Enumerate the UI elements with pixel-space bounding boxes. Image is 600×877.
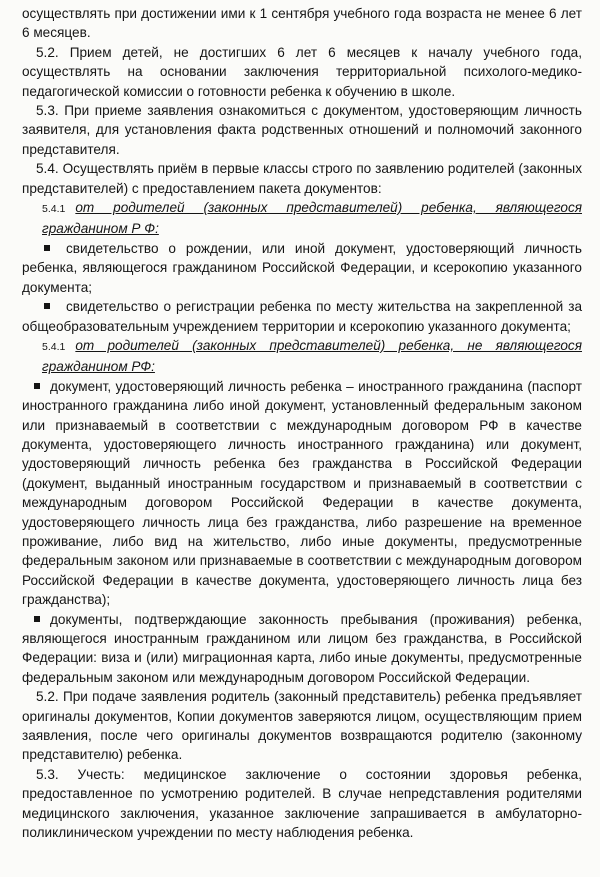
subsection-title: от родителей (законных представителей) ребенка, не являющегося гражданином РФ: — [42, 337, 582, 375]
paragraph-5-3-medical: 5.3. Учесть: медицинское заключение о состоянии здоровья ребенка, предоставленное по усмотрению родителей. В случае непредставления родителями медицинского заключения, указанное заключение запрашивается в амбулаторно-поликлиническом учреждении по месту наблюдения ребенка. — [22, 766, 582, 841]
list-item-text: документ, удостоверяющий личность ребенка – иностранного гражданина (паспорт иностранного гражданина либо иной документ, установленный федеральным законом или признаваемый в соответствии с международным договором РФ в качестве документа, удостоверяющего личность иностранного гражданина) или документ, удостоверяющий личность ребенка без гражданства в Российской Федерации (документ, выданный иностранным государством и признаваемый в соответствии с международным договором Российской Федерации в качестве документа, удостоверяющего личность лица без гражданства, либо разрешение на временное проживание, либо вид на жительство, либо иные документы, предусмотренные федеральным законом или признаваемые в соответствии с международным договором Российской Федерации в качестве документа, удостоверяющего личность лица без гражданства); — [22, 378, 582, 608]
paragraph-age-condition: осуществлять при достижении ими к 1 сентября учебного года возраста не менее 6 лет 6 месяцев. — [22, 6, 582, 41]
paragraph-5-3-identity-check: 5.3. При приеме заявления ознакомиться с документом, удостоверяющим личность заявителя, для установления факта родственных отношений и полномочий законного представителя. — [22, 103, 582, 157]
square-bullet-icon — [34, 616, 40, 622]
square-bullet-icon — [44, 303, 50, 309]
list-item-text: документы, подтверждающие законность пребывания (проживания) ребенка, являющегося иностранным гражданином или лицом без гражданства, в Российской Федерации: виза и (или) миграционная карта, либо иные документы, предусмотренные федеральным законом или международным договором Российской Федерации. — [22, 611, 582, 685]
list-item-text: свидетельство о регистрации ребенка по месту жительства на закрепленной за общеобразовательным учреждением территории и ксерокопию указанного документа; — [22, 299, 582, 334]
list-item — [22, 297, 582, 336]
subsection-citizens — [22, 198, 582, 239]
square-bullet-icon — [34, 383, 40, 389]
paragraph-5-2-originals: 5.2. При подаче заявления родитель (законный представитель) ребенка предъявляет оригиналы документов, Копии документов заверяются лицом, осуществляющим прием заявления, после чего оригиналы документов возвращаются родителю (законному представителю) ребенка. — [22, 689, 582, 763]
subsection-non-citizens — [22, 336, 582, 377]
subsection-number: 5.4.1 — [42, 203, 66, 216]
list-item — [22, 239, 582, 297]
list-item — [22, 377, 582, 610]
paragraph-5-4-admission: 5.4. Осуществлять приём в первые классы строго по заявлению родителей (законных представителей) с предоставлением пакета документов: — [22, 161, 582, 196]
list-item — [22, 610, 582, 688]
square-bullet-icon — [44, 245, 50, 251]
paragraph-5-2-early-admission: 5.2. Прием детей, не достигших 6 лет 6 месяцев к началу учебного года, осуществлять на основании заключения территориальной психолого-медико-педагогической комиссии о готовности ребенка к обучению в школе. — [22, 44, 582, 99]
subsection-number: 5.4.1 — [42, 340, 66, 353]
subsection-title: от родителей (законных представителей) ребенка, являющегося гражданином Р Ф: — [42, 200, 582, 237]
list-item-text: свидетельство о рождении, или иной документ, удостоверяющий личность ребенка, являющегося гражданином Российской Федерации, и ксерокопию указанного документа; — [22, 240, 582, 295]
